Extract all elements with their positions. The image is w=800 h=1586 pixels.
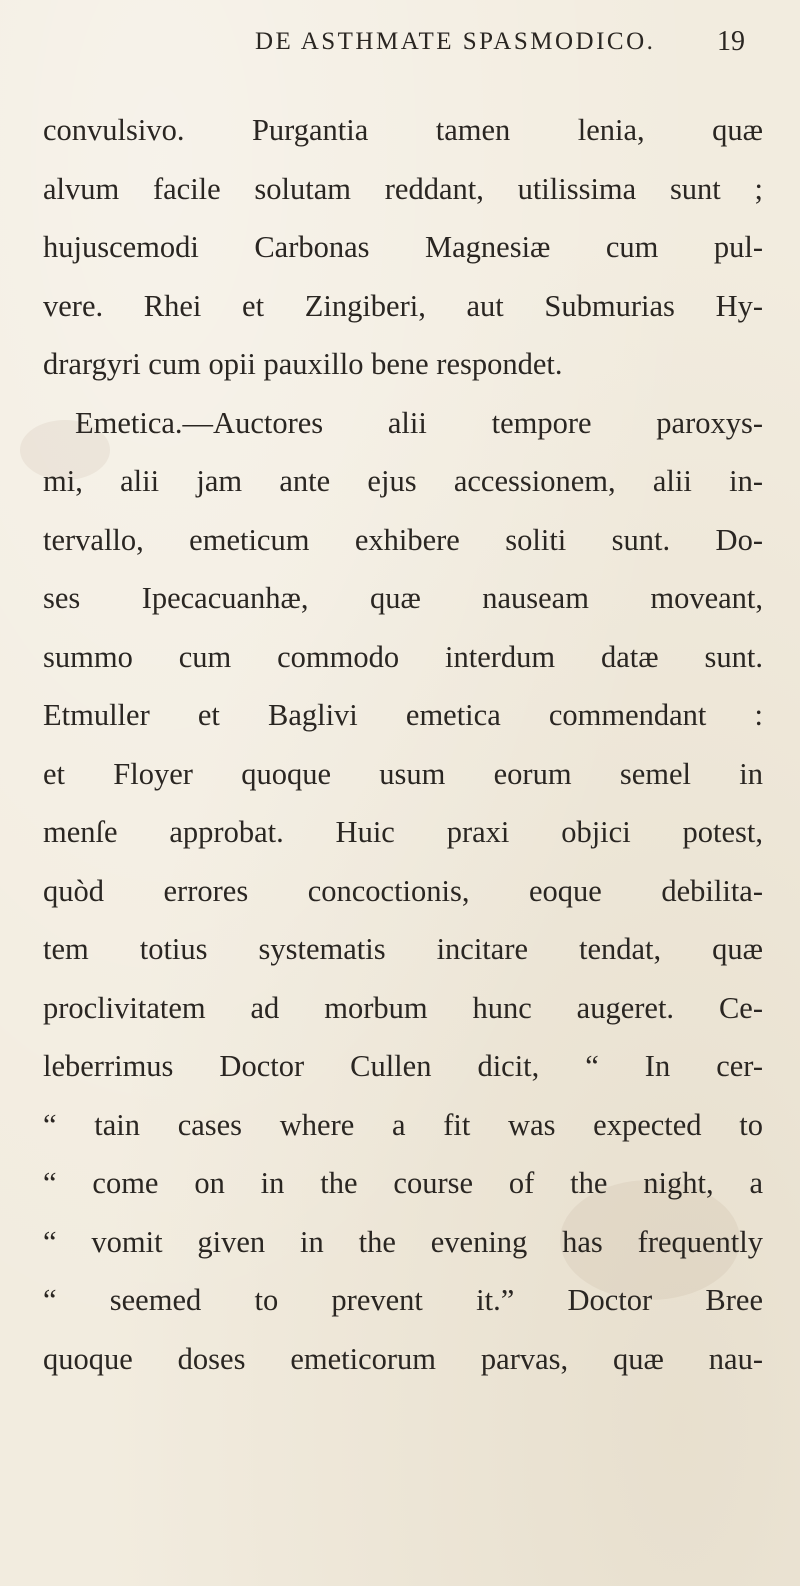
text-line: ses Ipecacuanhæ, quæ nauseam moveant, [43, 581, 763, 615]
page-number: 19 [717, 26, 745, 57]
text-line: proclivitatem ad morbum hunc augeret. Ce- [43, 990, 763, 1025]
text-line: drargyri cum opii pauxillo bene respondet. [43, 347, 563, 381]
body-text [43, 101, 763, 1388]
text-line: summo cum commodo interdum datæ sunt. [43, 639, 763, 674]
text-line: Emetica.—Auctores alii tempore paroxys- [75, 405, 763, 440]
text-line: vere. Rhei et Zingiberi, aut Submurias Hy- [43, 288, 763, 323]
text-line: et Floyer quoque usum eorum semel in [43, 756, 763, 791]
text-line: leberrimus Doctor Cullen dicit, “ In cer- [43, 1049, 763, 1083]
text-line: mi, alii jam ante ejus accessionem, alii in- [43, 464, 763, 498]
running-head: DE ASTHMATE SPASMODICO. [255, 28, 656, 55]
text-line: tervallo, emeticum exhibere soliti sunt. Do- [43, 522, 763, 557]
text-line: “ seemed to prevent it.” Doctor Bree [43, 1283, 763, 1317]
text-line: alvum facile solutam reddant, utilissima sunt ; [43, 171, 763, 206]
text-line: “ come on in the course of the night, a [43, 1166, 763, 1200]
text-line: Etmuller et Baglivi emetica commendant : [43, 698, 763, 732]
text-line: hujuscemodi Carbonas Magnesiæ cum pul- [43, 230, 763, 264]
page-header [0, 0, 800, 80]
text-line: “ vomit given in the evening has frequently [43, 1224, 763, 1259]
text-line: menſe approbat. Huic praxi objici potest, [43, 815, 763, 849]
text-line: tem totius systematis incitare tendat, quæ [43, 932, 763, 966]
text-line: quoque doses emeticorum parvas, quæ nau- [43, 1341, 763, 1376]
text-line: quòd errores concoctionis, eoque debilita- [43, 873, 763, 908]
text-line: “ tain cases where a fit was expected to [43, 1107, 763, 1142]
text-line: convulsivo. Purgantia tamen lenia, quæ [43, 113, 763, 147]
